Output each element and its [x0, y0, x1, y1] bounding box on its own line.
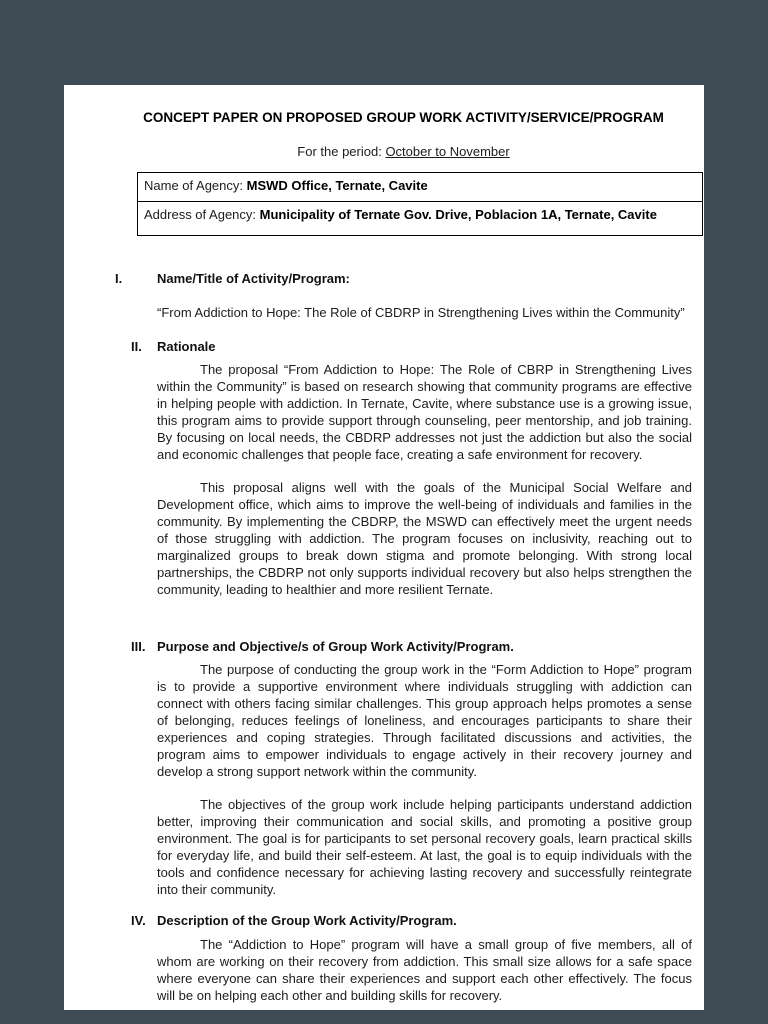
section-description — [115, 912, 692, 1004]
section-purpose — [115, 638, 692, 898]
paragraph: The objectives of the group work include helping participants understand addiction better, improving their communication and social skills, and promoting a positive group environment. The goal is for participants to set personal recovery goals, learn practical skills for everyday life, and build their self-esteem. At last, the goal is to equip individuals with the tools and confidence necessary for achieving lasting recovery and successfully reintegrate into their community. — [157, 797, 692, 897]
paragraph: The “Addiction to Hope” program will have a small group of five members, all of whom are working on their recovery from addiction. This small size allows for a safe space where everyone can share their experiences and support each other effectively. The focus will be on helping each other and building skills for recovery. — [157, 937, 692, 1003]
section-heading: Description of the Group Work Activity/Program. — [157, 913, 457, 928]
agency-table — [137, 172, 703, 236]
paragraph: The proposal “From Addiction to Hope: The Role of CBRP in Strengthening Lives within the Community” is based on research showing that community programs are effective in helping people with addiction. In Ternate, Cavite, where substance use is a growing issue, this program aims to provide support through counseling, peer mentorship, and job training. By focusing on local needs, the CBDRP addresses not just the addiction but also the social and economic challenges that people face, creating a safe environment for recovery. — [157, 362, 692, 462]
agency-name-value: MSWD Office, Ternate, Cavite — [246, 178, 428, 193]
section-rationale — [115, 338, 692, 598]
agency-name-label: Name of Agency: — [144, 178, 247, 193]
section-numeral: I. — [115, 271, 123, 286]
table-row — [138, 202, 703, 236]
agency-name-cell — [138, 173, 703, 202]
paragraph: “From Addiction to Hope: The Role of CBDRP in Strengthening Lives within the Community” — [157, 305, 685, 320]
document-page — [64, 85, 704, 1010]
section-heading-row — [115, 912, 692, 929]
agency-address-cell — [138, 202, 703, 236]
section-heading: Purpose and Objective/s of Group Work Activity/Program. — [157, 639, 514, 654]
period-value: October to November — [385, 144, 510, 159]
section-heading: Name/Title of Activity/Program: — [157, 271, 350, 286]
section-heading-row — [115, 338, 692, 355]
section-name-title — [115, 270, 692, 321]
section-numeral: III. — [131, 639, 146, 654]
section-heading: Rationale — [157, 339, 216, 354]
table-row — [138, 173, 703, 202]
section-numeral: IV. — [131, 913, 146, 928]
period-label: For the period: — [297, 144, 386, 159]
section-heading-row — [115, 638, 692, 655]
section-heading-row — [115, 270, 692, 287]
paragraph: The purpose of conducting the group work in the “Form Addiction to Hope” program is to provide a supportive environment where individuals struggling with addiction can connect with others facing similar challenges. This group approach helps promotes a sense of belonging, reduces feelings of loneliness, and encourages participants to share their experiences and coping strategies. Through facilitated discussions and activities, the program aims to empower individuals to engage actively in their recovery journey and develop a strong support network within the community. — [157, 662, 692, 779]
paragraph: This proposal aligns well with the goals of the Municipal Social Welfare and Development office, which aims to improve the well-being of individuals and families in the community. By implementing the CBDRP, the MSWD can effectively meet the urgent needs of those struggling with addiction. The program focuses on inclusivity, reaching out to marginalized groups to break down stigma and promote belonging. With strong local partnerships, the CBDRP not only supports individual recovery but also helps strengthen the community, leading to healthier and more resilient Ternate. — [157, 480, 692, 597]
section-numeral: II. — [131, 339, 142, 354]
agency-address-value: Municipality of Ternate Gov. Drive, Poblacion 1A, Ternate, Cavite — [259, 207, 657, 222]
period-line — [115, 143, 692, 160]
document-title: CONCEPT PAPER ON PROPOSED GROUP WORK ACTIVITY/SERVICE/PROGRAM — [143, 110, 664, 125]
agency-address-label: Address of Agency: — [144, 207, 260, 222]
